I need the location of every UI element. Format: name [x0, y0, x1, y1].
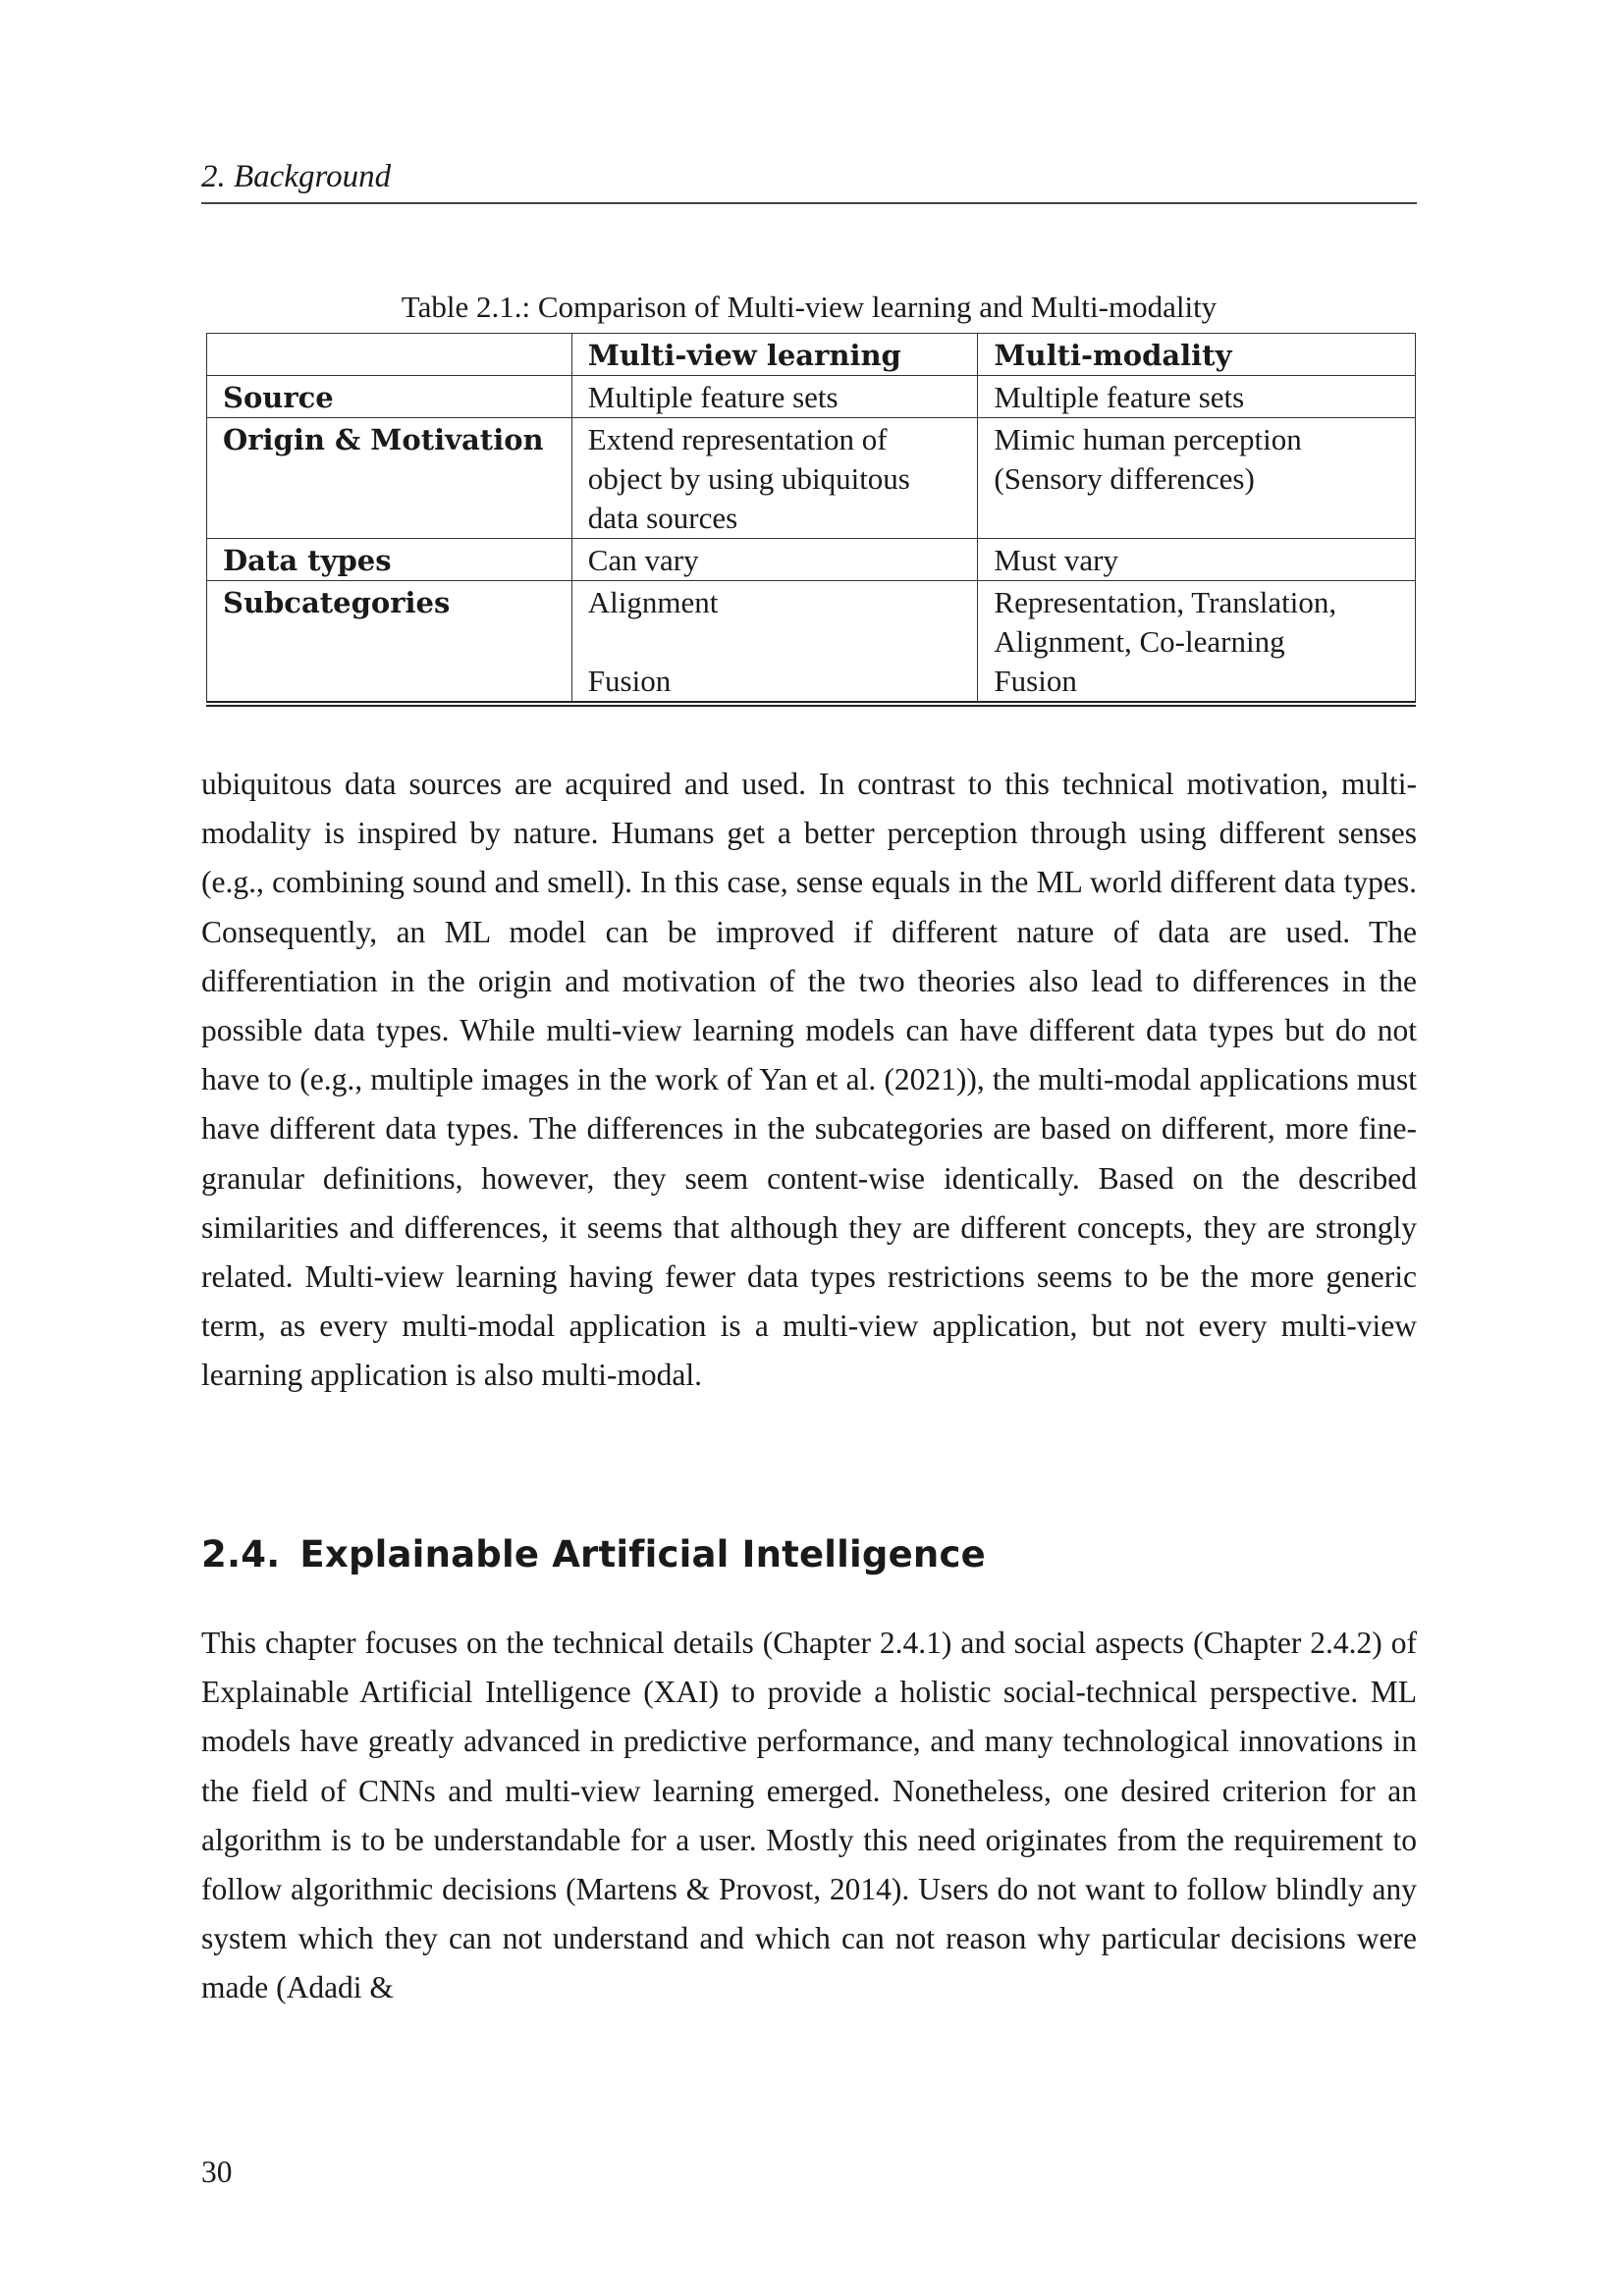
row-label-datatypes: Data types [207, 539, 572, 581]
row-label-source: Source [207, 376, 572, 418]
table-cell: Must vary [978, 539, 1416, 581]
table-header-multimodality: Multi-modality [978, 334, 1416, 376]
table-cell: Can vary [571, 539, 978, 581]
comparison-table [206, 333, 1416, 707]
table-row [207, 376, 1416, 418]
table-header-multiview: Multi-view learning [571, 334, 978, 376]
cell-line: Fusion [994, 664, 1077, 698]
table-cell [571, 581, 978, 705]
running-title: 2. Background [201, 159, 392, 194]
table-cell [978, 581, 1416, 705]
table-cell: Multiple feature sets [978, 376, 1416, 418]
body-paragraph: ubiquitous data sources are acquired and used. In contrast to this technical motivation, multi-modality is inspired by nature. Humans get a better perception through using different senses (e.g., combining sound and smell). In this case, sense equals in the ML world different data types. Consequently, an ML model can be improved if different nature of data are used. The differentiation in the origin and motivation of the two theories also lead to differences in the possible data types. While multi-view learning models can have different data types but do not have to (e.g., multiple images in the work of Yan et al. (2021)), the multi-modal applications must have different data types. The differences in the subcategories are based on different, more fine-granular definitions, however, they seem content-wise identically. Based on the described similarities and differences, it seems that although they are different concepts, they are strongly related. Multi-view learning having fewer data types restrictions seems to be the more generic term, as every multi-modal application is a multi-view application, but not every multi-view learning application is also multi-modal. [201, 767, 1417, 1393]
page-number: 30 [201, 2155, 233, 2189]
table-row [207, 418, 1416, 539]
table-header-row [207, 334, 1416, 376]
table-header-cell-empty [207, 334, 572, 376]
table-cell: Extend representation of object by using ubiquitous data sources [571, 418, 978, 539]
cell-line: Alignment [587, 585, 719, 619]
row-label-origin: Origin & Motivation [207, 418, 572, 539]
section-heading [201, 1531, 986, 1578]
cell-line: Representation, Translation, Alignment, Co-learning [994, 585, 1337, 659]
cell-line: Fusion [587, 664, 672, 698]
body-paragraph: This chapter focuses on the technical details (Chapter 2.4.1) and social aspects (Chapter 2.4.2) of Explainable Artificial Intelligence (XAI) to provide a holistic social-technical perspective. ML models have greatly advanced in predictive performance, and many technological innovations in the field of CNNs and multi-view learning emerged. Nonetheless, one desired criterion for an algorithm is to be understandable for a user. Mostly this need originates from the requirement to follow algorithmic decisions (Martens & Provost, 2014). Users do not want to follow blindly any system which they can not understand and which can not reason why particular decisions were made (Adadi & [201, 1626, 1417, 2005]
row-label-subcategories: Subcategories [207, 581, 572, 705]
running-header [201, 157, 1417, 204]
table-caption: Table 2.1.: Comparison of Multi-view learning and Multi-modality [401, 290, 1218, 324]
table-row [207, 539, 1416, 581]
section-title: Explainable Artificial Intelligence [299, 1533, 986, 1575]
table-cell: Multiple feature sets [571, 376, 978, 418]
section-number: 2.4. [201, 1533, 281, 1575]
cell-spacer [588, 622, 962, 662]
table-row [207, 581, 1416, 705]
table-cell: Mimic human perception (Sensory differences) [978, 418, 1416, 539]
